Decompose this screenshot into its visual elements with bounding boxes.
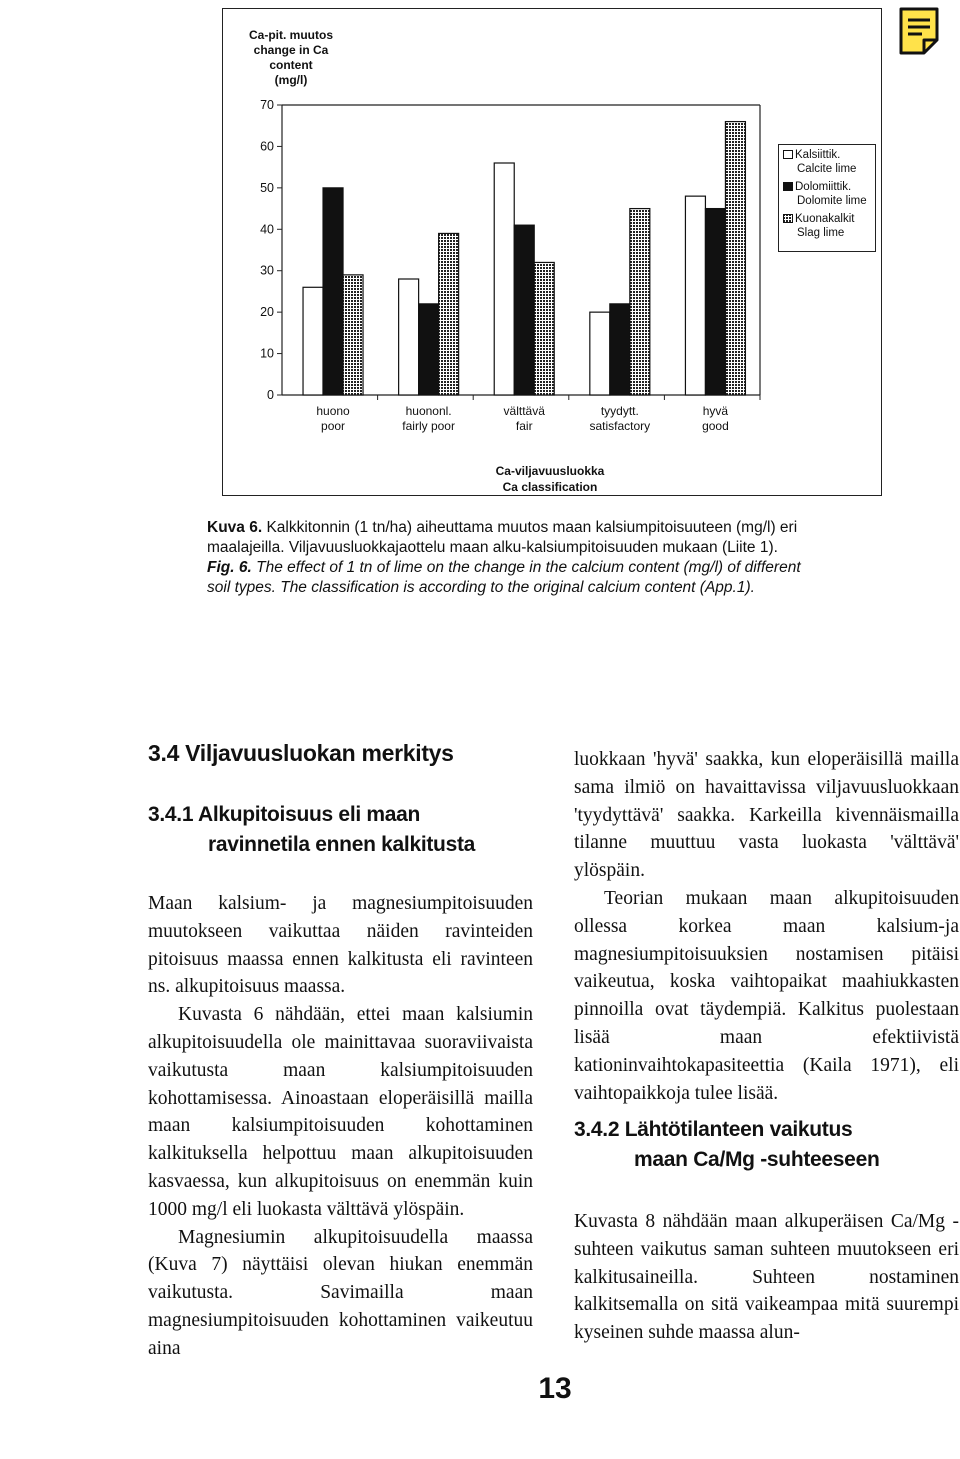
y-tick-label: 30 — [260, 263, 274, 278]
bar — [514, 225, 534, 395]
y-axis-label-line: change in Ca — [253, 43, 329, 57]
bar — [399, 279, 419, 395]
legend-swatch-dotted — [783, 214, 793, 223]
y-tick-label: 10 — [260, 346, 274, 361]
paragraph: Magnesiumin alkupitoisuudella maassa (Kuva 7) näyttäisi olevan hiukan enemmän vaikutusta. Savimailla maan magnesiumpitoisuuden kohottaminen vaikeutuu aina — [148, 1226, 533, 1359]
left-column-text-1 — [148, 890, 533, 1363]
paragraph: Teorian mukaan maan alkupitoisuuden ollessa korkea maan kalsium-ja magnesiumpitoisuuksien nostamisen pitäisi vaikeutua, koska vaihtopaikat maahiukkasten pinnoilla ovat täydempiä. Kalkitus puolestaan lisää maan efektiivistä kationinvaihtokapasiteettia (Kaila 1971), eli vaihtopaikkoja tulee lisää. — [574, 887, 959, 1104]
x-tick-label-en: fairly poor — [402, 419, 455, 433]
x-tick-label-fi: huono — [316, 404, 350, 418]
y-tick-label: 60 — [260, 139, 274, 154]
bar — [685, 196, 705, 395]
caption-text: The effect of 1 tn of lime on the change in the calcium content (mg/l) of different — [256, 559, 801, 576]
bar — [705, 209, 725, 395]
y-tick-label: 20 — [260, 305, 274, 320]
bar — [725, 122, 745, 395]
paragraph: Kuvasta 6 nähdään, ettei maan kalsiumin alkupitoisuudella ole mainittavaa suoraviivaista vaikutusta maan kalsiumpitoisuuden kohottamisessa. Ainoastaan eloperäisillä mailla maan kalsiumpitoisuuden kohottaminen kalkituksella helpottuu maan alkupitoisuuden kasvaessa, kun alkupitoisuus on enemmän kuin 1000 mg/l eli luokasta välttävä ylöspäin. — [148, 1004, 533, 1220]
legend-item-slag — [783, 212, 873, 240]
legend-label: Calcite lime — [797, 163, 857, 175]
heading-line: 3.4.1 Alkupitoisuus eli maan — [148, 803, 421, 826]
caption-text: soil types. The classification is according to the original calcium content (App.1). — [207, 579, 755, 596]
caption-fi-label: Kuva 6. — [207, 519, 263, 536]
legend-label: Dolomiittik. — [795, 181, 852, 193]
y-tick-label: 40 — [260, 222, 274, 237]
legend-label: Slag lime — [797, 227, 845, 239]
bar — [343, 275, 363, 395]
x-tick-label-fi: tyydytt. — [600, 404, 639, 418]
heading-line: maan Ca/Mg -suhteeseen — [634, 1148, 880, 1171]
x-tick-label-fi: välttävä — [503, 404, 545, 418]
x-tick-label-en: poor — [321, 419, 346, 433]
chart-legend — [778, 144, 876, 252]
bar — [419, 304, 439, 395]
y-tick-label: 70 — [260, 98, 274, 112]
bar — [439, 233, 459, 395]
x-tick-label-en: satisfactory — [589, 419, 651, 433]
x-tick-label-fi: huononl. — [405, 404, 452, 418]
y-axis-label-line: content — [269, 58, 313, 72]
legend-item-dolomite — [783, 180, 873, 208]
subsection-heading-3-4-2 — [574, 1115, 879, 1175]
x-tick-label-en: fair — [515, 419, 533, 433]
heading-line: ravinnetila ennen kalkitusta — [208, 833, 476, 856]
bar — [630, 209, 650, 395]
paragraph: luokkaan 'hyvä' saakka, kun eloperäisillä mailla sama ilmiö on havaittavissa viljavuusluokkaan 'tyydyttävä' saakka. Karkeilla kivennäismailla tilanne muuttuu vasta luokasta 'välttävä' ylöspäin. — [574, 749, 959, 882]
bar — [610, 304, 630, 395]
x-axis-label-line: Ca classification — [502, 480, 598, 494]
x-axis-label — [460, 463, 640, 495]
y-axis-label-line: (mg/l) — [274, 73, 308, 87]
section-heading-3-4: 3.4 Viljavuusluokan merkitys — [148, 740, 454, 766]
subsection-heading-3-4-1 — [148, 800, 475, 860]
y-axis-label-line: Ca-pit. muutos — [249, 28, 333, 42]
caption-text: maalajeilla. Viljavuusluokkajaottelu maan alku-kalsiumpitoisuuden mukaan (Liite 1). — [207, 539, 778, 556]
bar — [323, 188, 343, 395]
page-number: 13 — [538, 1372, 572, 1405]
bar — [590, 312, 610, 395]
legend-swatch-black — [783, 182, 793, 191]
x-tick-label-en: good — [702, 419, 729, 433]
right-column-text-1 — [574, 746, 959, 1107]
caption-en-label: Fig. 6. — [207, 559, 252, 576]
y-tick-label: 0 — [267, 388, 274, 402]
x-tick-label-fi: hyvä — [702, 404, 729, 418]
caption-text: Kalkkitonnin (1 tn/ha) aiheuttama muutos maan kalsiumpitoisuuteen (mg/l) eri — [266, 519, 798, 536]
figure-caption — [207, 518, 917, 598]
paragraph: Kuvasta 8 nähdään maan alkuperäisen Ca/Mg -suhteen vaikutus saman suhteen muutokseen eri kalkitusaineilla. Suhteen nostaminen kalkitsemalla on sitä vaikeampaa mitä suurempi kyseinen suhde maassa alun- — [574, 1211, 959, 1344]
caption-en-line — [207, 558, 917, 578]
legend-label: Kalsiittik. — [795, 149, 841, 161]
caption-fi-line — [207, 518, 917, 538]
legend-label: Dolomite lime — [797, 195, 867, 207]
heading-line: 3.4.2 Lähtötilanteen vaikutus — [574, 1118, 853, 1141]
legend-swatch-white — [783, 150, 793, 159]
bar — [494, 163, 514, 395]
y-tick-label: 50 — [260, 180, 274, 195]
legend-item-calcite — [783, 148, 873, 176]
bar — [534, 262, 554, 395]
legend-label: Kuonakalkit — [795, 213, 855, 225]
bar — [303, 287, 323, 395]
paragraph: Maan kalsium- ja magnesiumpitoisuuden muutokseen vaikuttaa näiden ravinteiden pitoisuus maassa ennen kalkitusta eli ravinteen ns. alkupitoisuus maassa. — [148, 893, 533, 998]
right-column-text-2 — [574, 1208, 959, 1347]
x-axis-label-line: Ca-viljavuusluokka — [495, 464, 605, 478]
document-icon — [898, 6, 940, 56]
y-axis-label — [246, 28, 336, 88]
